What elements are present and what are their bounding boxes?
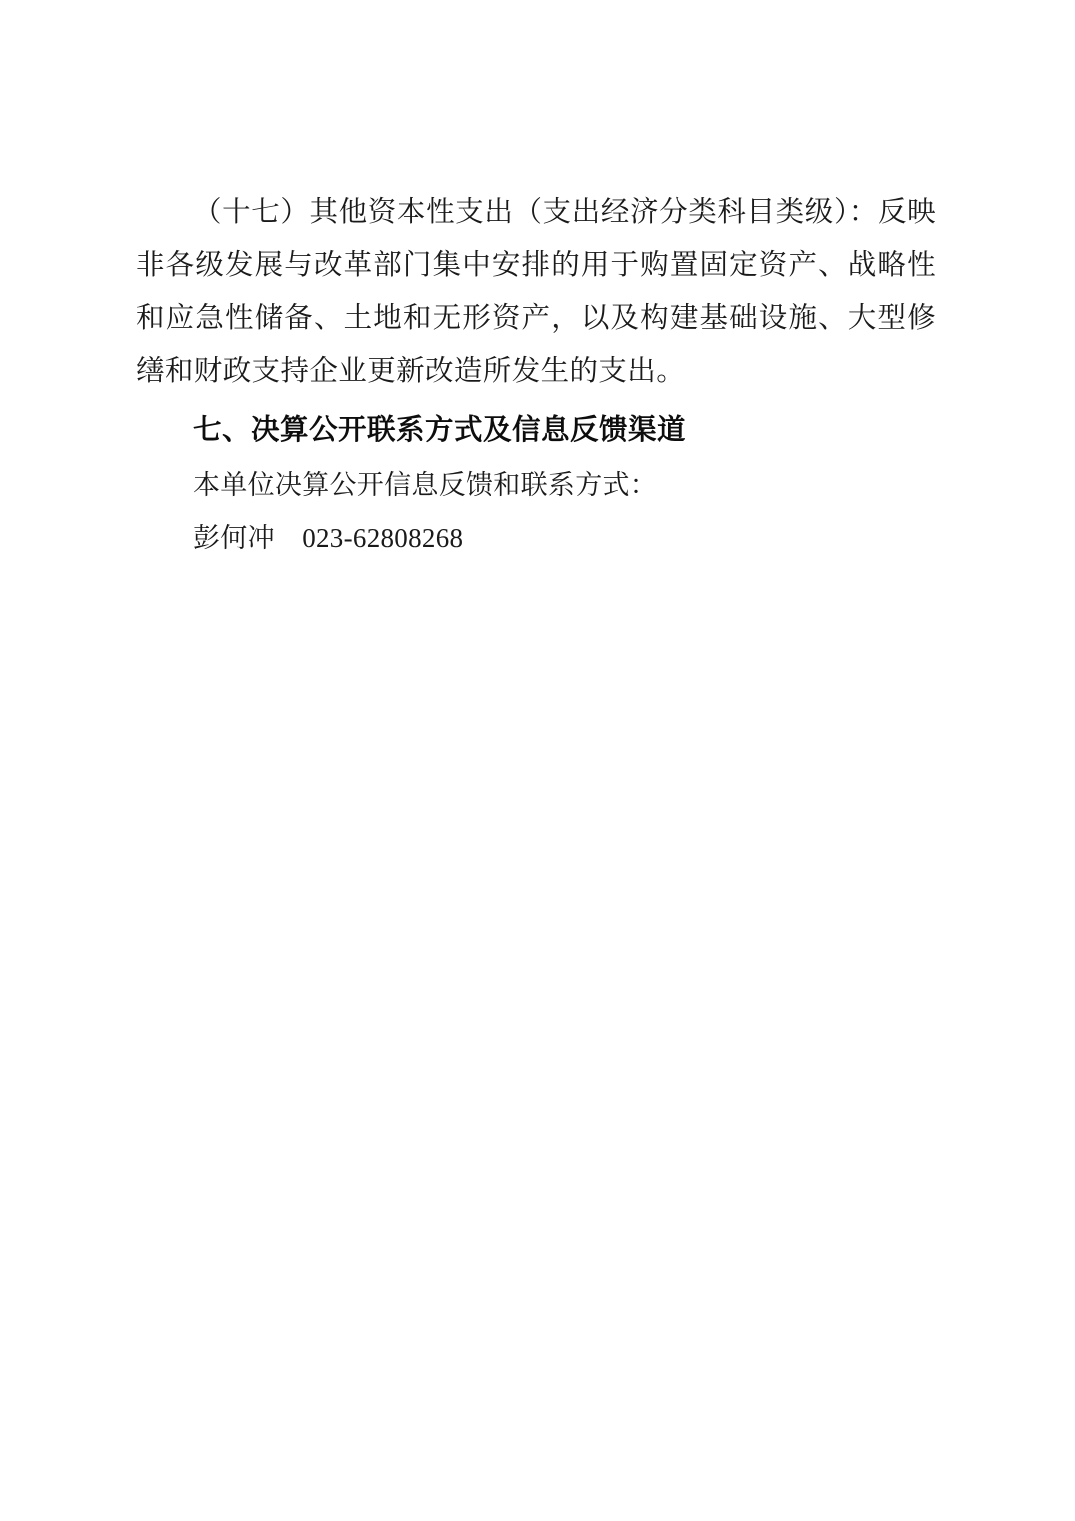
paragraph-item-seventeen: （十七）其他资本性支出（支出经济分类科目类级）：反映非各级发展与改革部门集中安排的用于购置固定资产、战略性和应急性储备、土地和无形资产，以及构建基础设施、大型修缮和财政支持企业更新改造所发生的支出。: [136, 197, 936, 387]
section-intro-text: 本单位决算公开信息反馈和联系方式：: [193, 470, 658, 500]
contact-name-phone: 彭何冲 023-62808268: [193, 523, 464, 553]
document-content: [136, 186, 936, 565]
section-heading-seven: 七、决算公开联系方式及信息反馈渠道: [193, 414, 687, 446]
